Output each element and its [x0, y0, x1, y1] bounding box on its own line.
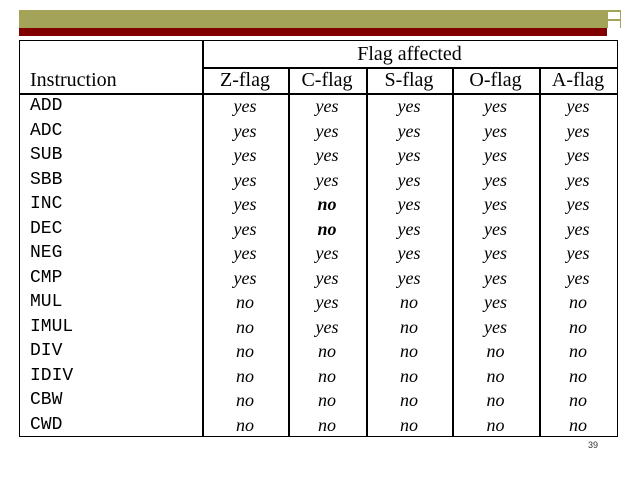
flag-cell: no [236, 365, 254, 386]
flag-cell: yes [566, 218, 590, 239]
flag-cell: no [317, 218, 337, 239]
instruction-cell: DEC [30, 218, 63, 239]
flag-cell: no [318, 414, 336, 435]
flag-cell: yes [233, 267, 257, 288]
flag-cell: yes [233, 218, 257, 239]
instruction-cell: ADD [30, 96, 63, 116]
flag-cell: yes [233, 96, 257, 116]
flag-cell: no [400, 365, 418, 386]
table-row [20, 413, 617, 438]
flag-cell: yes [484, 145, 507, 165]
flag-cell: no [486, 390, 505, 410]
flag-cell: no [400, 292, 418, 312]
flag-cell: no [569, 390, 587, 410]
instruction-cell: IDIV [30, 365, 74, 386]
column-header: S-flag [384, 69, 434, 91]
instruction-cell: ADC [30, 120, 63, 141]
table-row [20, 266, 617, 291]
table-row [20, 315, 617, 340]
flag-cell: yes [233, 169, 257, 190]
flag-cell: yes [233, 243, 257, 263]
flag-cell: yes [233, 194, 257, 214]
flag-cell: no [569, 341, 587, 361]
flag-cell: yes [484, 218, 507, 239]
flag-cell: no [236, 316, 254, 337]
instruction-cell: CWD [30, 414, 63, 435]
flag-cell: yes [566, 243, 590, 263]
flag-cell: yes [484, 243, 507, 263]
group-header: Flag affected [357, 43, 462, 65]
flag-cell: yes [484, 292, 507, 312]
table-row [20, 241, 617, 266]
decor-square [608, 12, 620, 19]
flag-cell: yes [397, 169, 421, 190]
flag-cell: no [400, 414, 418, 435]
flag-cell: no [318, 365, 336, 386]
instruction-header: Instruction [30, 69, 117, 91]
table-row [20, 94, 617, 119]
flag-cell: yes [484, 194, 507, 214]
title-bar-maroon [19, 28, 607, 36]
table-row [20, 388, 617, 413]
flag-cell: yes [484, 267, 507, 288]
flag-cell: no [569, 292, 587, 312]
decor-square [608, 21, 620, 28]
flag-cell: yes [315, 267, 339, 288]
flag-cell: yes [566, 267, 590, 288]
flag-cell: yes [566, 194, 590, 214]
flag-cell: no [318, 390, 336, 410]
flag-cell: no [400, 390, 418, 410]
flag-cell: yes [397, 194, 421, 214]
table-row [20, 119, 617, 144]
flag-cell: no [236, 390, 254, 410]
column-header: A-flag [551, 69, 605, 91]
table-row [20, 143, 617, 168]
flag-cell: yes [315, 316, 339, 337]
instruction-cell: SUB [30, 145, 63, 165]
flag-cell: no [400, 341, 418, 361]
flag-cell: yes [484, 96, 507, 116]
flag-cell: yes [397, 243, 421, 263]
flag-cell: yes [233, 145, 257, 165]
flags-table [19, 40, 618, 437]
flag-cell: no [486, 341, 505, 361]
flag-cell: yes [397, 120, 421, 141]
flag-cell: no [486, 365, 505, 386]
column-header: O-flag [469, 69, 522, 91]
flag-cell: yes [484, 169, 507, 190]
flag-cell: yes [566, 145, 590, 165]
flag-cell: yes [315, 145, 339, 165]
flag-cell: no [486, 414, 505, 435]
flag-cell: no [317, 194, 337, 214]
flag-cell: yes [315, 96, 339, 116]
page-number: 39 [588, 440, 599, 450]
column-header: Z-flag [220, 69, 270, 91]
flag-cell: yes [484, 316, 507, 337]
instruction-cell: SBB [30, 169, 63, 190]
flag-cell: yes [484, 120, 507, 141]
instruction-cell: INC [30, 194, 63, 214]
flag-cell: yes [315, 120, 339, 141]
flag-cell: yes [397, 145, 421, 165]
decor-square [608, 29, 620, 36]
flag-cell: no [569, 365, 587, 386]
table-row [20, 290, 617, 315]
flag-cell: yes [233, 120, 257, 141]
flag-cell: yes [397, 218, 421, 239]
column-header: C-flag [301, 69, 353, 91]
flag-cell: yes [315, 292, 339, 312]
flag-cell: yes [566, 96, 590, 116]
flag-cell: no [236, 292, 254, 312]
table-row [20, 217, 617, 242]
instruction-cell: IMUL [30, 316, 74, 337]
flag-cell: yes [566, 120, 590, 141]
flag-cell: yes [397, 96, 421, 116]
slide-title-bar [19, 10, 621, 36]
flag-cell: no [569, 316, 587, 337]
flag-cell: no [569, 414, 587, 435]
table-row [20, 364, 617, 389]
flag-cell: yes [397, 267, 421, 288]
instruction-cell: DIV [30, 341, 63, 361]
flag-cell: no [236, 414, 254, 435]
table-row [20, 339, 617, 364]
flag-cell: no [318, 341, 336, 361]
flag-cell: no [236, 341, 254, 361]
instruction-cell: NEG [30, 243, 63, 263]
flag-cell: yes [315, 169, 339, 190]
instruction-cell: MUL [30, 292, 63, 312]
table-row [20, 192, 617, 217]
table-row [20, 168, 617, 193]
title-bar-olive [19, 10, 621, 28]
flag-cell: yes [566, 169, 590, 190]
instruction-cell: CMP [30, 267, 63, 288]
flag-cell: yes [315, 243, 339, 263]
flag-cell: no [400, 316, 418, 337]
instruction-cell: CBW [30, 390, 63, 410]
